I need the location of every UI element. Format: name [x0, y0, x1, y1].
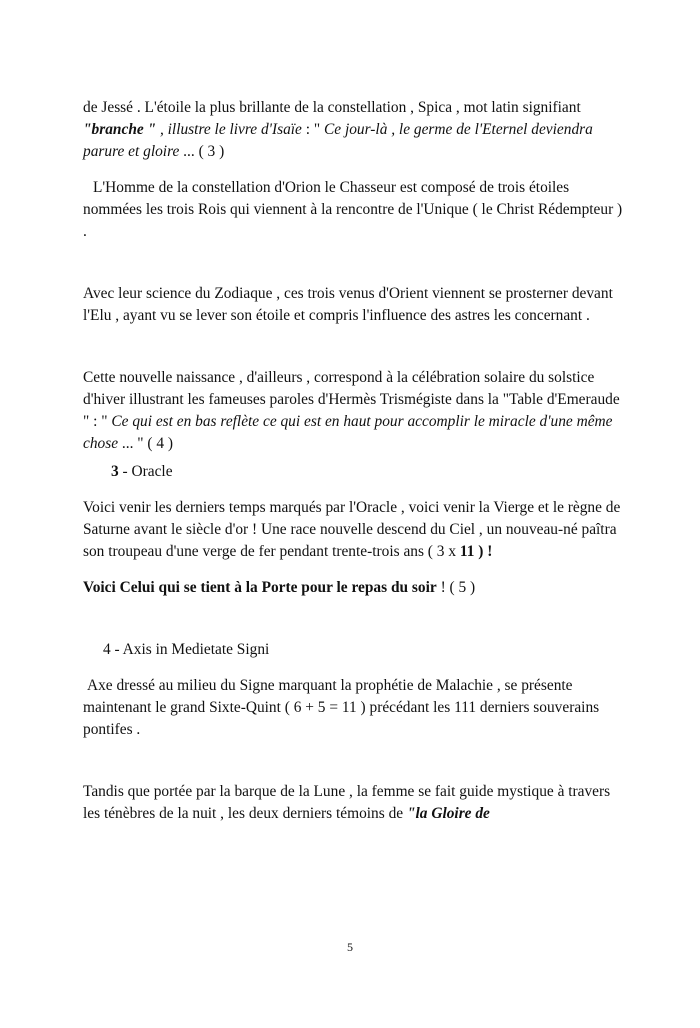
reference-3: ... ( 3 ) [179, 143, 225, 160]
page-body [83, 97, 623, 825]
paragraph-oracle [83, 497, 623, 563]
bold-porte: Voici Celui qui se tient à la Porte pour le repas du soir [83, 579, 437, 596]
section-number: 3 [111, 463, 119, 480]
paragraph-lune [83, 781, 623, 825]
paragraph-zodiaque: Avec leur science du Zodiaque , ces trois venus d'Orient viennent se prosterner devant l'Elu , ayant vu se lever son étoile et compris l'influence des astres les concernant . [83, 285, 613, 324]
paragraph-orion: L'Homme de la constellation d'Orion le Chasseur est composé de trois étoiles nommées les trois Rois qui viennent à la rencontre de l'Unique ( le Christ Rédempteur ) . [83, 179, 623, 240]
text-run: Tandis que portée par la barque de la Lune , la femme se fait guide mystique à travers les ténèbres de la nuit , les deux derniers témoins de [83, 783, 611, 822]
paragraph-jesse [83, 97, 623, 163]
bold-eleven: 11 ) ! [459, 543, 493, 560]
paragraph-axe: Axe dressé au milieu du Signe marquant la prophétie de Malachie , se présente maintenant le grand Sixte-Quint ( 6 + 5 = 11 ) précédant les 111 derniers souverains pontifes . [83, 677, 600, 738]
text-run: Cette nouvelle naissance , d'ailleurs , correspond à la célébration solaire du solstice d'hiver illustrant les fameuses paroles d'Hermès Trismégiste dans la "Table d'Emeraude " : " [83, 369, 620, 430]
section-title: - Oracle [118, 463, 173, 480]
text-run: : " [301, 121, 324, 138]
emphasis-gloire: "la Gloire de [406, 805, 490, 822]
text-run: Voici venir les derniers temps marqués par l'Oracle , voici venir la Vierge et le règne de Saturne avant le siècle d'or ! Une race nouvelle descend du Ciel , un nouveau-né paîtra son troupeau d'une verge de fer pendant trente-trois ans ( 3 x [83, 499, 621, 560]
paragraph-porte [83, 577, 623, 599]
reference-4: ... " ( 4 ) [118, 435, 174, 452]
page-number: 5 [347, 940, 353, 954]
section-heading-oracle [83, 461, 623, 483]
text-run: de Jessé . L'étoile la plus brillante de la constellation , Spica , mot latin signifiant [83, 99, 581, 116]
quote-hermes: Ce qui est en bas reflète ce qui est en haut pour accomplir le miracle d'une même chose [83, 413, 613, 452]
paragraph-naissance [83, 367, 623, 455]
quote-isaie: Ce jour-là , le germe de l'Eternel deviendra parure et gloire [83, 121, 593, 160]
emphasis-isaie: , illustre le livre d'Isaïe [156, 121, 302, 138]
reference-5: ! ( 5 ) [436, 579, 476, 596]
emphasis-branche: "branche " [83, 121, 157, 138]
section-heading-axis: 4 - Axis in Medietate Signi [103, 641, 270, 658]
